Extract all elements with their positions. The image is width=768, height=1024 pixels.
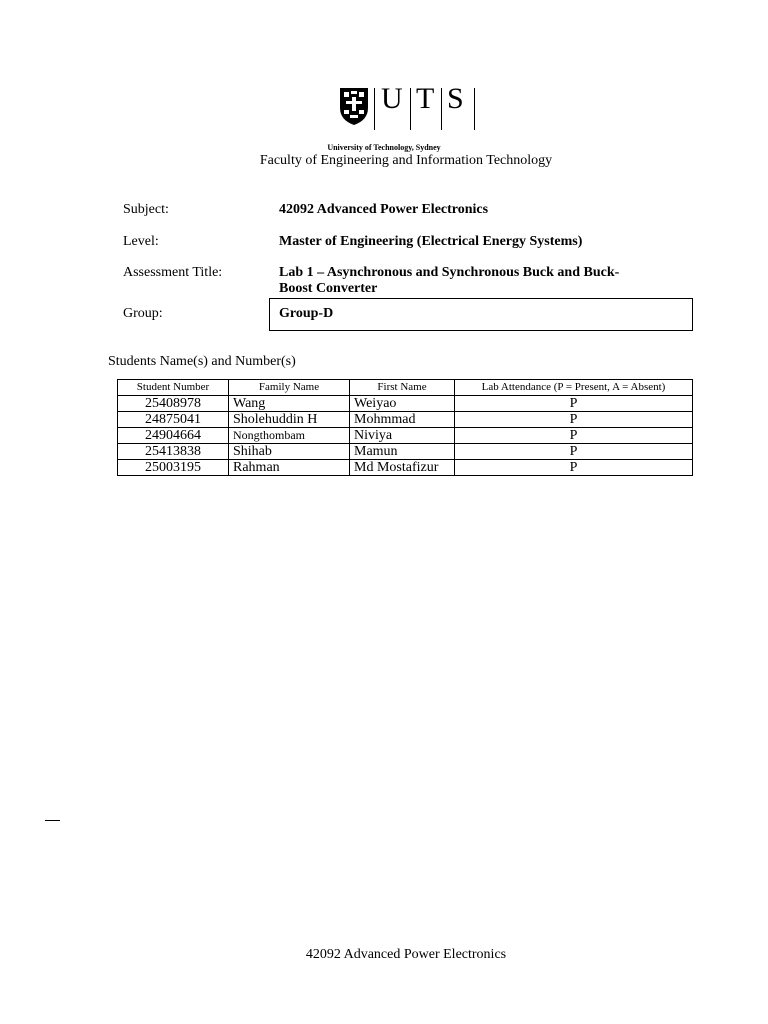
family-name: Wang — [229, 396, 350, 412]
logo-letter-t: T — [416, 82, 435, 115]
students-table — [117, 379, 693, 476]
level-label: Level: — [123, 234, 159, 249]
group-label: Group: — [123, 306, 163, 321]
attendance: P — [455, 412, 693, 428]
table-row — [118, 412, 693, 428]
logo-letter-u: U — [381, 82, 403, 115]
students-heading: Students Name(s) and Number(s) — [108, 354, 296, 369]
logo-divider — [441, 88, 442, 130]
table-row — [118, 444, 693, 460]
student-number: 24904664 — [118, 428, 229, 444]
column-header: Student Number — [118, 380, 229, 396]
group-value: Group-D — [279, 306, 334, 321]
university-name: University of Technology, Sydney — [327, 143, 441, 152]
family-name: Rahman — [229, 460, 350, 476]
uts-crest-icon — [339, 86, 369, 126]
attendance: P — [455, 428, 693, 444]
assessment-title-label: Assessment Title: — [123, 265, 223, 280]
logo-letter-s: S — [447, 82, 464, 115]
family-name: Sholehuddin H — [229, 412, 350, 428]
subject-value: 42092 Advanced Power Electronics — [279, 202, 489, 217]
student-number: 24875041 — [118, 412, 229, 428]
student-number: 25003195 — [118, 460, 229, 476]
table-header-row — [118, 380, 693, 396]
first-name: Mamun — [350, 444, 455, 460]
attendance: P — [455, 444, 693, 460]
assessment-title-line2: Boost Converter — [279, 281, 378, 296]
faculty-name: Faculty of Engineering and Information Technology — [259, 153, 553, 168]
family-name: Shihab — [229, 444, 350, 460]
subject-label: Subject: — [123, 202, 169, 217]
table-row — [118, 396, 693, 412]
family-name: Nongthombam — [229, 428, 350, 444]
assessment-title-line1: Lab 1 – Asynchronous and Synchronous Buck and Buck- — [279, 265, 620, 280]
first-name: Weiyao — [350, 396, 455, 412]
logo-divider — [410, 88, 411, 130]
student-number: 25408978 — [118, 396, 229, 412]
logo-divider — [474, 88, 475, 130]
attendance: P — [455, 460, 693, 476]
table-row — [118, 460, 693, 476]
logo-divider — [374, 88, 375, 130]
level-value: Master of Engineering (Electrical Energy Systems) — [279, 234, 583, 249]
column-header: Lab Attendance (P = Present, A = Absent) — [455, 380, 693, 396]
table-row — [118, 428, 693, 444]
first-name: Mohmmad — [350, 412, 455, 428]
column-header: Family Name — [229, 380, 350, 396]
column-header: First Name — [350, 380, 455, 396]
first-name: Niviya — [350, 428, 455, 444]
student-number: 25413838 — [118, 444, 229, 460]
attendance: P — [455, 396, 693, 412]
margin-mark — [45, 820, 60, 821]
first-name: Md Mostafizur — [350, 460, 455, 476]
page-footer: 42092 Advanced Power Electronics — [305, 947, 507, 962]
